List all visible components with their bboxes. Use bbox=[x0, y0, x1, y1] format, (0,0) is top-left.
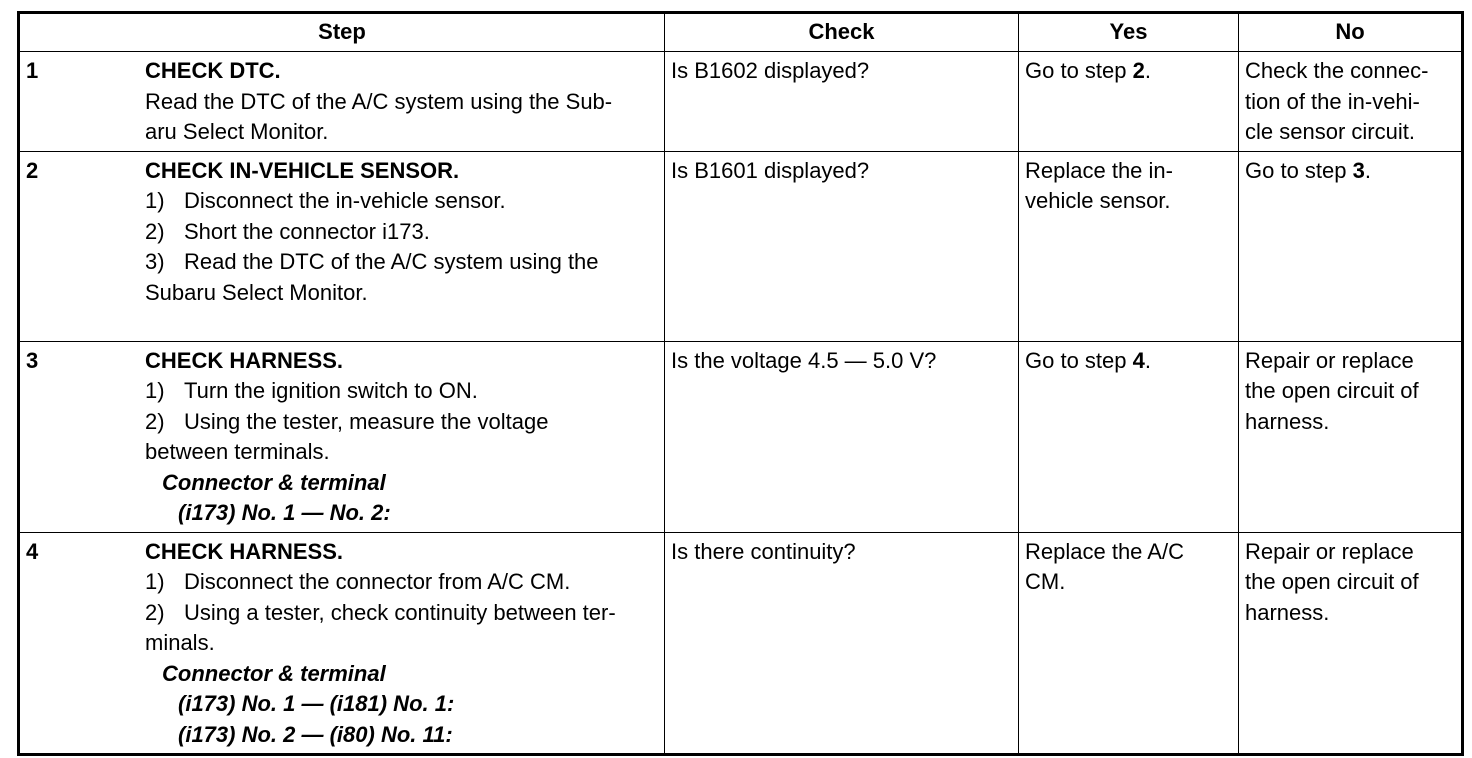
check-cell: Is B1601 displayed? bbox=[665, 151, 1019, 341]
substep: 3) Read the DTC of the A/C system using the bbox=[145, 249, 599, 274]
header-step: Step bbox=[19, 13, 665, 52]
no-step-ref: 3 bbox=[1352, 157, 1365, 183]
step-cell bbox=[19, 52, 665, 152]
check-cell: Is there continuity? bbox=[665, 532, 1019, 755]
no-line: harness. bbox=[1245, 599, 1330, 625]
no-line: the open circuit of bbox=[1245, 569, 1419, 594]
step-desc-line: aru Select Monitor. bbox=[145, 119, 329, 144]
step-title: CHECK IN-VEHICLE SENSOR. bbox=[145, 157, 460, 183]
connector-title: Connector & terminal bbox=[162, 469, 386, 495]
step-cell bbox=[19, 532, 665, 755]
step-desc-line: Read the DTC of the A/C system using the Sub- bbox=[145, 88, 613, 114]
step-number: 3 bbox=[26, 347, 39, 373]
yes-step-ref: 2 bbox=[1132, 58, 1145, 83]
no-cell bbox=[1239, 151, 1463, 341]
table-row bbox=[19, 151, 1463, 341]
step-desc-line: minals. bbox=[145, 630, 215, 655]
step-title: CHECK DTC. bbox=[145, 58, 281, 83]
header-row bbox=[19, 13, 1463, 52]
substep: 1) Disconnect the connector from A/C CM. bbox=[145, 569, 571, 594]
table-row bbox=[19, 52, 1463, 152]
connector-title: Connector & terminal bbox=[162, 660, 386, 686]
connector-spec: (i173) No. 1 — (i181) No. 1: bbox=[178, 691, 455, 716]
substep: 2) Short the connector i173. bbox=[145, 218, 430, 244]
yes-line: CM. bbox=[1025, 569, 1066, 594]
yes-line: vehicle sensor. bbox=[1025, 188, 1171, 213]
step-number: 4 bbox=[26, 538, 39, 564]
yes-text: Go to step bbox=[1025, 347, 1133, 373]
no-cell bbox=[1239, 532, 1463, 755]
step-desc-line: Subaru Select Monitor. bbox=[145, 279, 368, 305]
connector-spec: (i173) No. 2 — (i80) No. 11: bbox=[178, 721, 453, 747]
substep: 2) Using a tester, check continuity between ter- bbox=[145, 599, 616, 625]
substep: 1) Turn the ignition switch to ON. bbox=[145, 378, 478, 403]
table-row bbox=[19, 532, 1463, 755]
header-yes: Yes bbox=[1019, 13, 1239, 52]
step-title: CHECK HARNESS. bbox=[145, 538, 344, 564]
no-line: tion of the in-vehi- bbox=[1245, 88, 1420, 114]
no-text: Go to step bbox=[1245, 157, 1353, 183]
yes-after: . bbox=[1144, 347, 1151, 373]
yes-cell bbox=[1019, 52, 1239, 152]
substep: 2) Using the tester, measure the voltage bbox=[145, 408, 549, 434]
connector-spec: (i173) No. 1 — No. 2: bbox=[178, 500, 391, 525]
no-line: cle sensor circuit. bbox=[1245, 119, 1415, 144]
table-row bbox=[19, 341, 1463, 532]
step-desc-line: between terminals. bbox=[145, 439, 330, 464]
step-cell bbox=[19, 151, 665, 341]
yes-cell bbox=[1019, 151, 1239, 341]
step-cell bbox=[19, 341, 665, 532]
yes-text: Go to step bbox=[1025, 58, 1133, 83]
check-cell: Is the voltage 4.5 — 5.0 V? bbox=[665, 341, 1019, 532]
no-line: the open circuit of bbox=[1245, 378, 1419, 403]
yes-cell bbox=[1019, 532, 1239, 755]
substep: 1) Disconnect the in-vehicle sensor. bbox=[145, 188, 506, 213]
header-no: No bbox=[1239, 13, 1463, 52]
no-cell bbox=[1239, 341, 1463, 532]
yes-after: . bbox=[1144, 58, 1151, 83]
no-line: Repair or replace bbox=[1245, 538, 1414, 564]
diagnostic-table bbox=[17, 11, 1464, 756]
header-check: Check bbox=[665, 13, 1019, 52]
no-line: harness. bbox=[1245, 408, 1330, 434]
step-number: 2 bbox=[26, 157, 39, 183]
no-line: Check the connec- bbox=[1245, 58, 1429, 83]
step-title: CHECK HARNESS. bbox=[145, 347, 344, 373]
no-line: Repair or replace bbox=[1245, 347, 1414, 373]
no-cell bbox=[1239, 52, 1463, 152]
step-number: 1 bbox=[26, 58, 39, 83]
yes-line: Replace the A/C bbox=[1025, 538, 1184, 564]
yes-line: Replace the in- bbox=[1025, 157, 1173, 183]
check-cell: Is B1602 displayed? bbox=[665, 52, 1019, 152]
yes-cell bbox=[1019, 341, 1239, 532]
yes-step-ref: 4 bbox=[1132, 347, 1145, 373]
no-after: . bbox=[1364, 157, 1371, 183]
